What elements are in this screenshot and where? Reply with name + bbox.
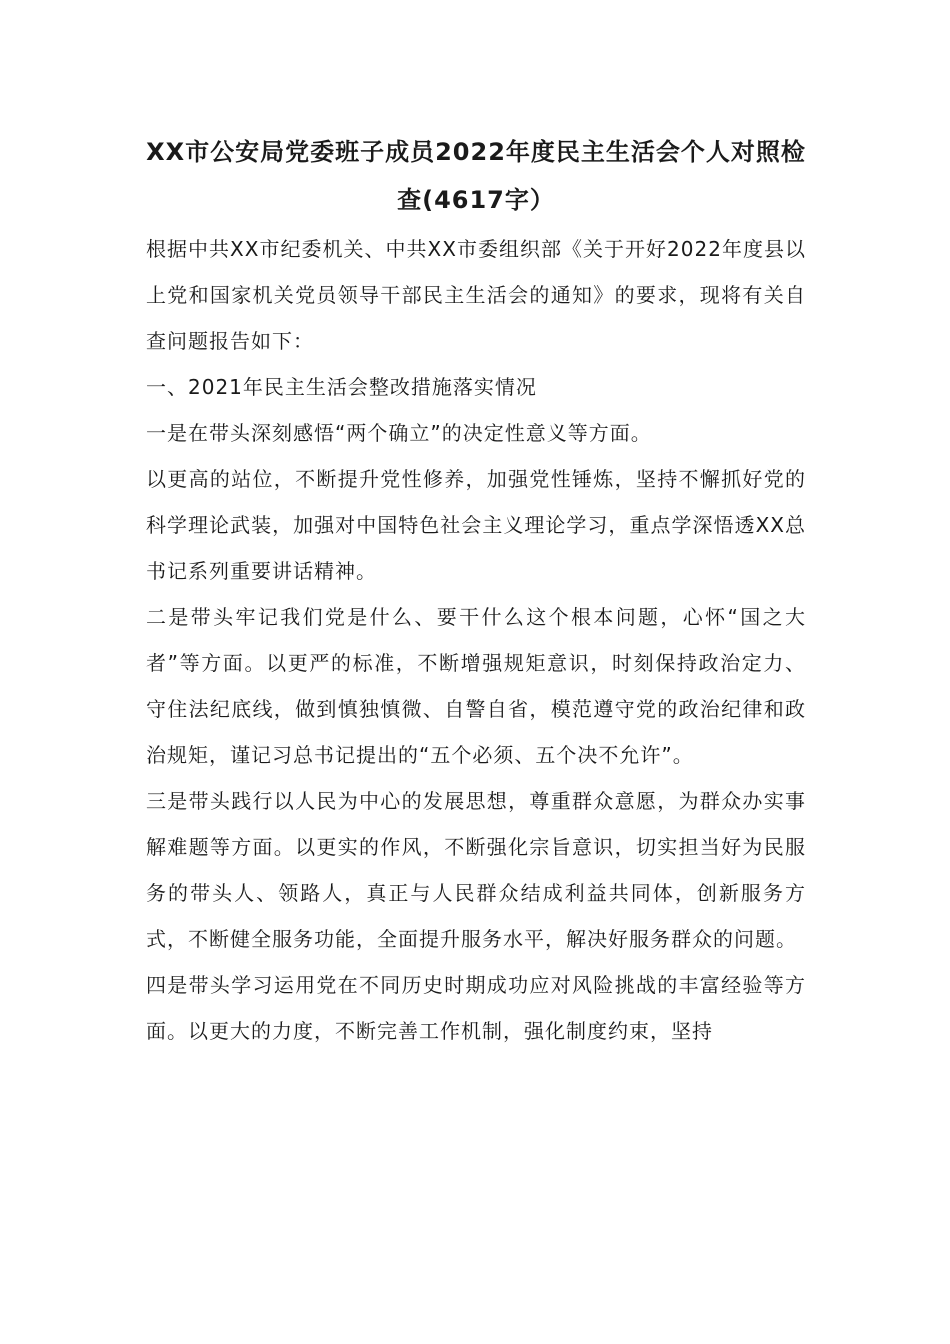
paragraph-item-2: 二是带头牢记我们党是什么、要干什么这个根本问题，心怀“国之大者”等方面。以更严的标准，不断增强规矩意识，时刻保持政治定力、守住法纪底线，做到慎独慎微、自警自省，模范遵守党的政治纪律和政治规矩，谨记习总书记提出的“五个必须、五个决不允许”。: [146, 605, 806, 767]
paragraph-intro: 根据中共XX市纪委机关、中共XX市委组织部《关于开好2022年度县以上党和国家机关党员领导干部民主生活会的通知》的要求，现将有关自查问题报告如下：: [146, 237, 806, 353]
paragraph-item-1: 一是在带头深刻感悟“两个确立”的决定性意义等方面。: [146, 421, 652, 445]
document-title: XX市公安局党委班子成员2022年度民主生活会个人对照检查(4617字）: [146, 138, 806, 214]
paragraph-item-1-detail: 以更高的站位，不断提升党性修养，加强党性锤炼，坚持不懈抓好党的科学理论武装，加强对中国特色社会主义理论学习，重点学深悟透XX总书记系列重要讲话精神。: [146, 467, 806, 583]
paragraph-item-3: 三是带头践行以人民为中心的发展思想，尊重群众意愿，为群众办实事解难题等方面。以更实的作风，不断强化宗旨意识，切实担当好为民服务的带头人、领路人，真正与人民群众结成利益共同体，创新服务方式，不断健全服务功能，全面提升服务水平，解决好服务群众的问题。: [146, 789, 806, 951]
section-heading-1: 一、2021年民主生活会整改措施落实情况: [146, 375, 537, 399]
document-body: [146, 128, 806, 1054]
paragraph-item-4: 四是带头学习运用党在不同历史时期成功应对风险挑战的丰富经验等方面。以更大的力度，不断完善工作机制，强化制度约束，坚持: [146, 973, 806, 1043]
